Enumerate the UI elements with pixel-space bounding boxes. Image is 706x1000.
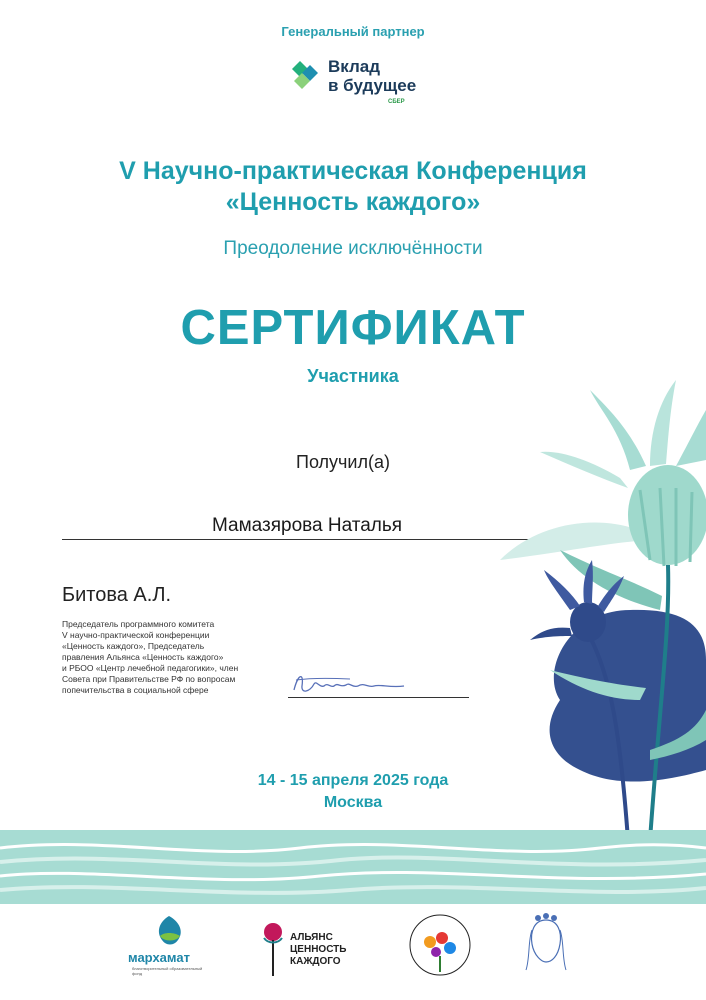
- vklad-logo-line2: в будущее: [328, 76, 417, 95]
- alliance-name-line1: АЛЬЯНС: [290, 932, 333, 943]
- vklad-logo-line1: Вклад: [328, 57, 381, 76]
- signer-role-line: Совета при Правительстве РФ по вопросам: [62, 674, 236, 684]
- signer-role-line: попечительства в социальной сфере: [62, 685, 209, 695]
- vklad-v-budushchee-logo: [290, 54, 420, 110]
- sber-label: СБЕР: [388, 99, 405, 105]
- signer-role: [62, 619, 298, 696]
- diamond-logo-icon: [290, 59, 324, 89]
- alliance-name-line3: КАЖДОГО: [290, 956, 341, 967]
- conference-title-line1: V Научно-практическая Конференция: [119, 157, 587, 185]
- conference-title-line2: «Ценность каждого»: [225, 188, 481, 216]
- certificate-subtitle: Участника: [307, 366, 399, 386]
- recipient-name: Мамазярова Наталья: [212, 515, 403, 536]
- thistle-illustration: [500, 370, 706, 840]
- signer-role-line: «Ценность каждого», Председатель: [62, 641, 205, 651]
- general-partner-label: Генеральный партнер: [281, 24, 425, 39]
- handwritten-signature: [290, 668, 410, 700]
- marhamat-name: мархамат: [128, 950, 190, 965]
- vklad-logo-text: [328, 57, 416, 95]
- conference-title: [0, 156, 706, 218]
- girl-portrait-logo: [518, 910, 574, 980]
- signer-role-line: Председатель программного комитета: [62, 619, 215, 629]
- received-label: Получил(а): [296, 452, 390, 472]
- event-date: 14 - 15 апреля 2025 года: [257, 772, 449, 789]
- alliance-name: [290, 932, 346, 968]
- osoboe-detstvo-logo: [400, 910, 480, 980]
- alliance-name-line2: ЦЕННОСТЬ: [290, 944, 347, 955]
- signer-role-line: V научно-практической конференции: [62, 630, 210, 640]
- decorative-waves: [0, 830, 706, 904]
- signer-role-line: и РБОО «Центр лечебной педагогики», член: [62, 663, 239, 673]
- signature-line: [288, 697, 469, 698]
- marhamat-caption: благотворительный образовательный фонд: [132, 966, 203, 976]
- signer-role-line: правления Альянса «Ценность каждого»: [62, 652, 224, 662]
- certificate-title: СЕРТИФИКАТ: [180, 301, 526, 355]
- marhamat-emblem-icon: [154, 914, 184, 948]
- alliance-logo: [258, 910, 358, 980]
- signer-name: Битова А.Л.: [62, 584, 172, 606]
- event-city: Москва: [323, 794, 383, 811]
- thistle-emblem-icon: [258, 918, 288, 978]
- conference-subtitle: Преодоление исключённости: [223, 238, 483, 259]
- marhamat-logo: [128, 910, 210, 980]
